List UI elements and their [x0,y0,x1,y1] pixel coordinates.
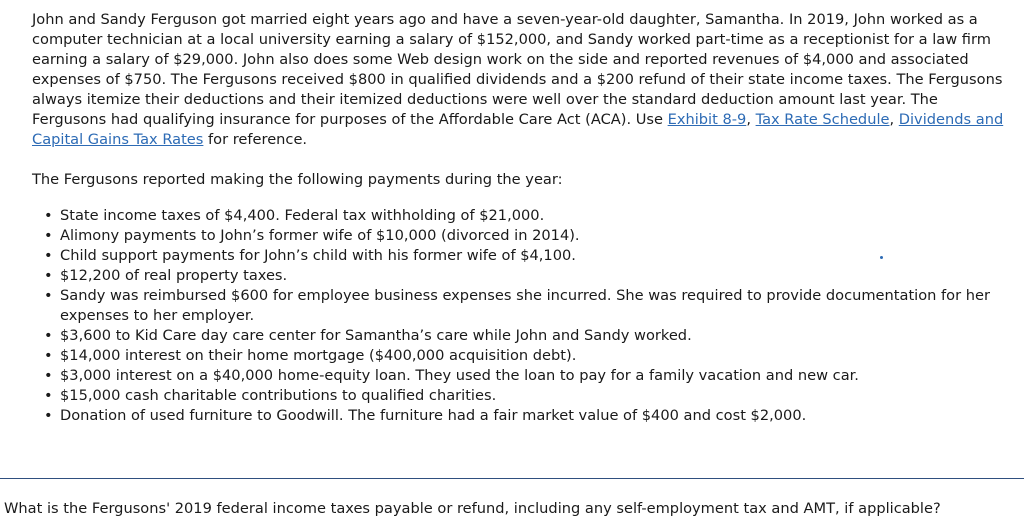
problem-statement [32,10,1012,426]
tax-rate-schedule-link[interactable]: Tax Rate Schedule [755,111,890,128]
list-item: • $12,200 of real property taxes. [60,266,1012,286]
link-separator: , [746,111,756,128]
list-item: • Child support payments for John’s child with his former wife of $4,100. [60,246,1012,266]
question-text: What is the Fergusons' 2019 federal income taxes payable or refund, including any self-employment tax and AMT, if applicable? [4,500,941,517]
link-separator: , [889,111,899,128]
list-item: • Sandy was reimbursed $600 for employee business expenses she incurred. She was required to provide documentation for her expenses to her employer. [60,286,1012,326]
list-item: • $15,000 cash charitable contributions to qualified charities. [60,386,1012,406]
list-item: • Donation of used furniture to Goodwill. The furniture had a fair market value of $400 and cost $2,000. [60,406,1012,426]
payments-lead: The Fergusons reported making the following payments during the year: [32,171,563,188]
intro-text: John and Sandy Ferguson got married eight years ago and have a seven-year-old daughter, Samantha. In 2019, John worked as a computer technician at a local university earning a salary of $152,000, and Sandy worked part-time as a receptionist for a law firm earning a salary of $29,000. John also does some Web design work on the side and reported revenues of $4,000 and associated expenses of $750. The Fergusons received $800 in qualified dividends and a $200 refund of their state income taxes. The Fergusons always itemize their deductions and their itemized deductions were well over the standard deduction amount last year. The Fergusons had qualifying insurance for purposes of the Affordable Care Act (ACA). Use [32,11,1003,128]
exhibit-8-9-link[interactable]: Exhibit 8-9 [667,111,747,128]
stray-dot [880,256,883,259]
intro-closing-text: for reference. [203,131,308,148]
list-item: • Alimony payments to John’s former wife of $10,000 (divorced in 2014). [60,226,1012,246]
list-item: • $3,600 to Kid Care day care center for Samantha’s care while John and Sandy worked. [60,326,1012,346]
list-item: • $3,000 interest on a $40,000 home-equity loan. They used the loan to pay for a family vacation and new car. [60,366,1012,386]
payments-list [32,206,1012,426]
section-divider [0,478,1024,479]
list-item: • State income taxes of $4,400. Federal tax withholding of $21,000. [60,206,1012,226]
list-item: • $14,000 interest on their home mortgage ($400,000 acquisition debt). [60,346,1012,366]
intro-paragraph [32,10,1012,150]
dividends-capital-gains-link[interactable]: Dividends and Capital Gains Tax Rates [32,111,1004,148]
